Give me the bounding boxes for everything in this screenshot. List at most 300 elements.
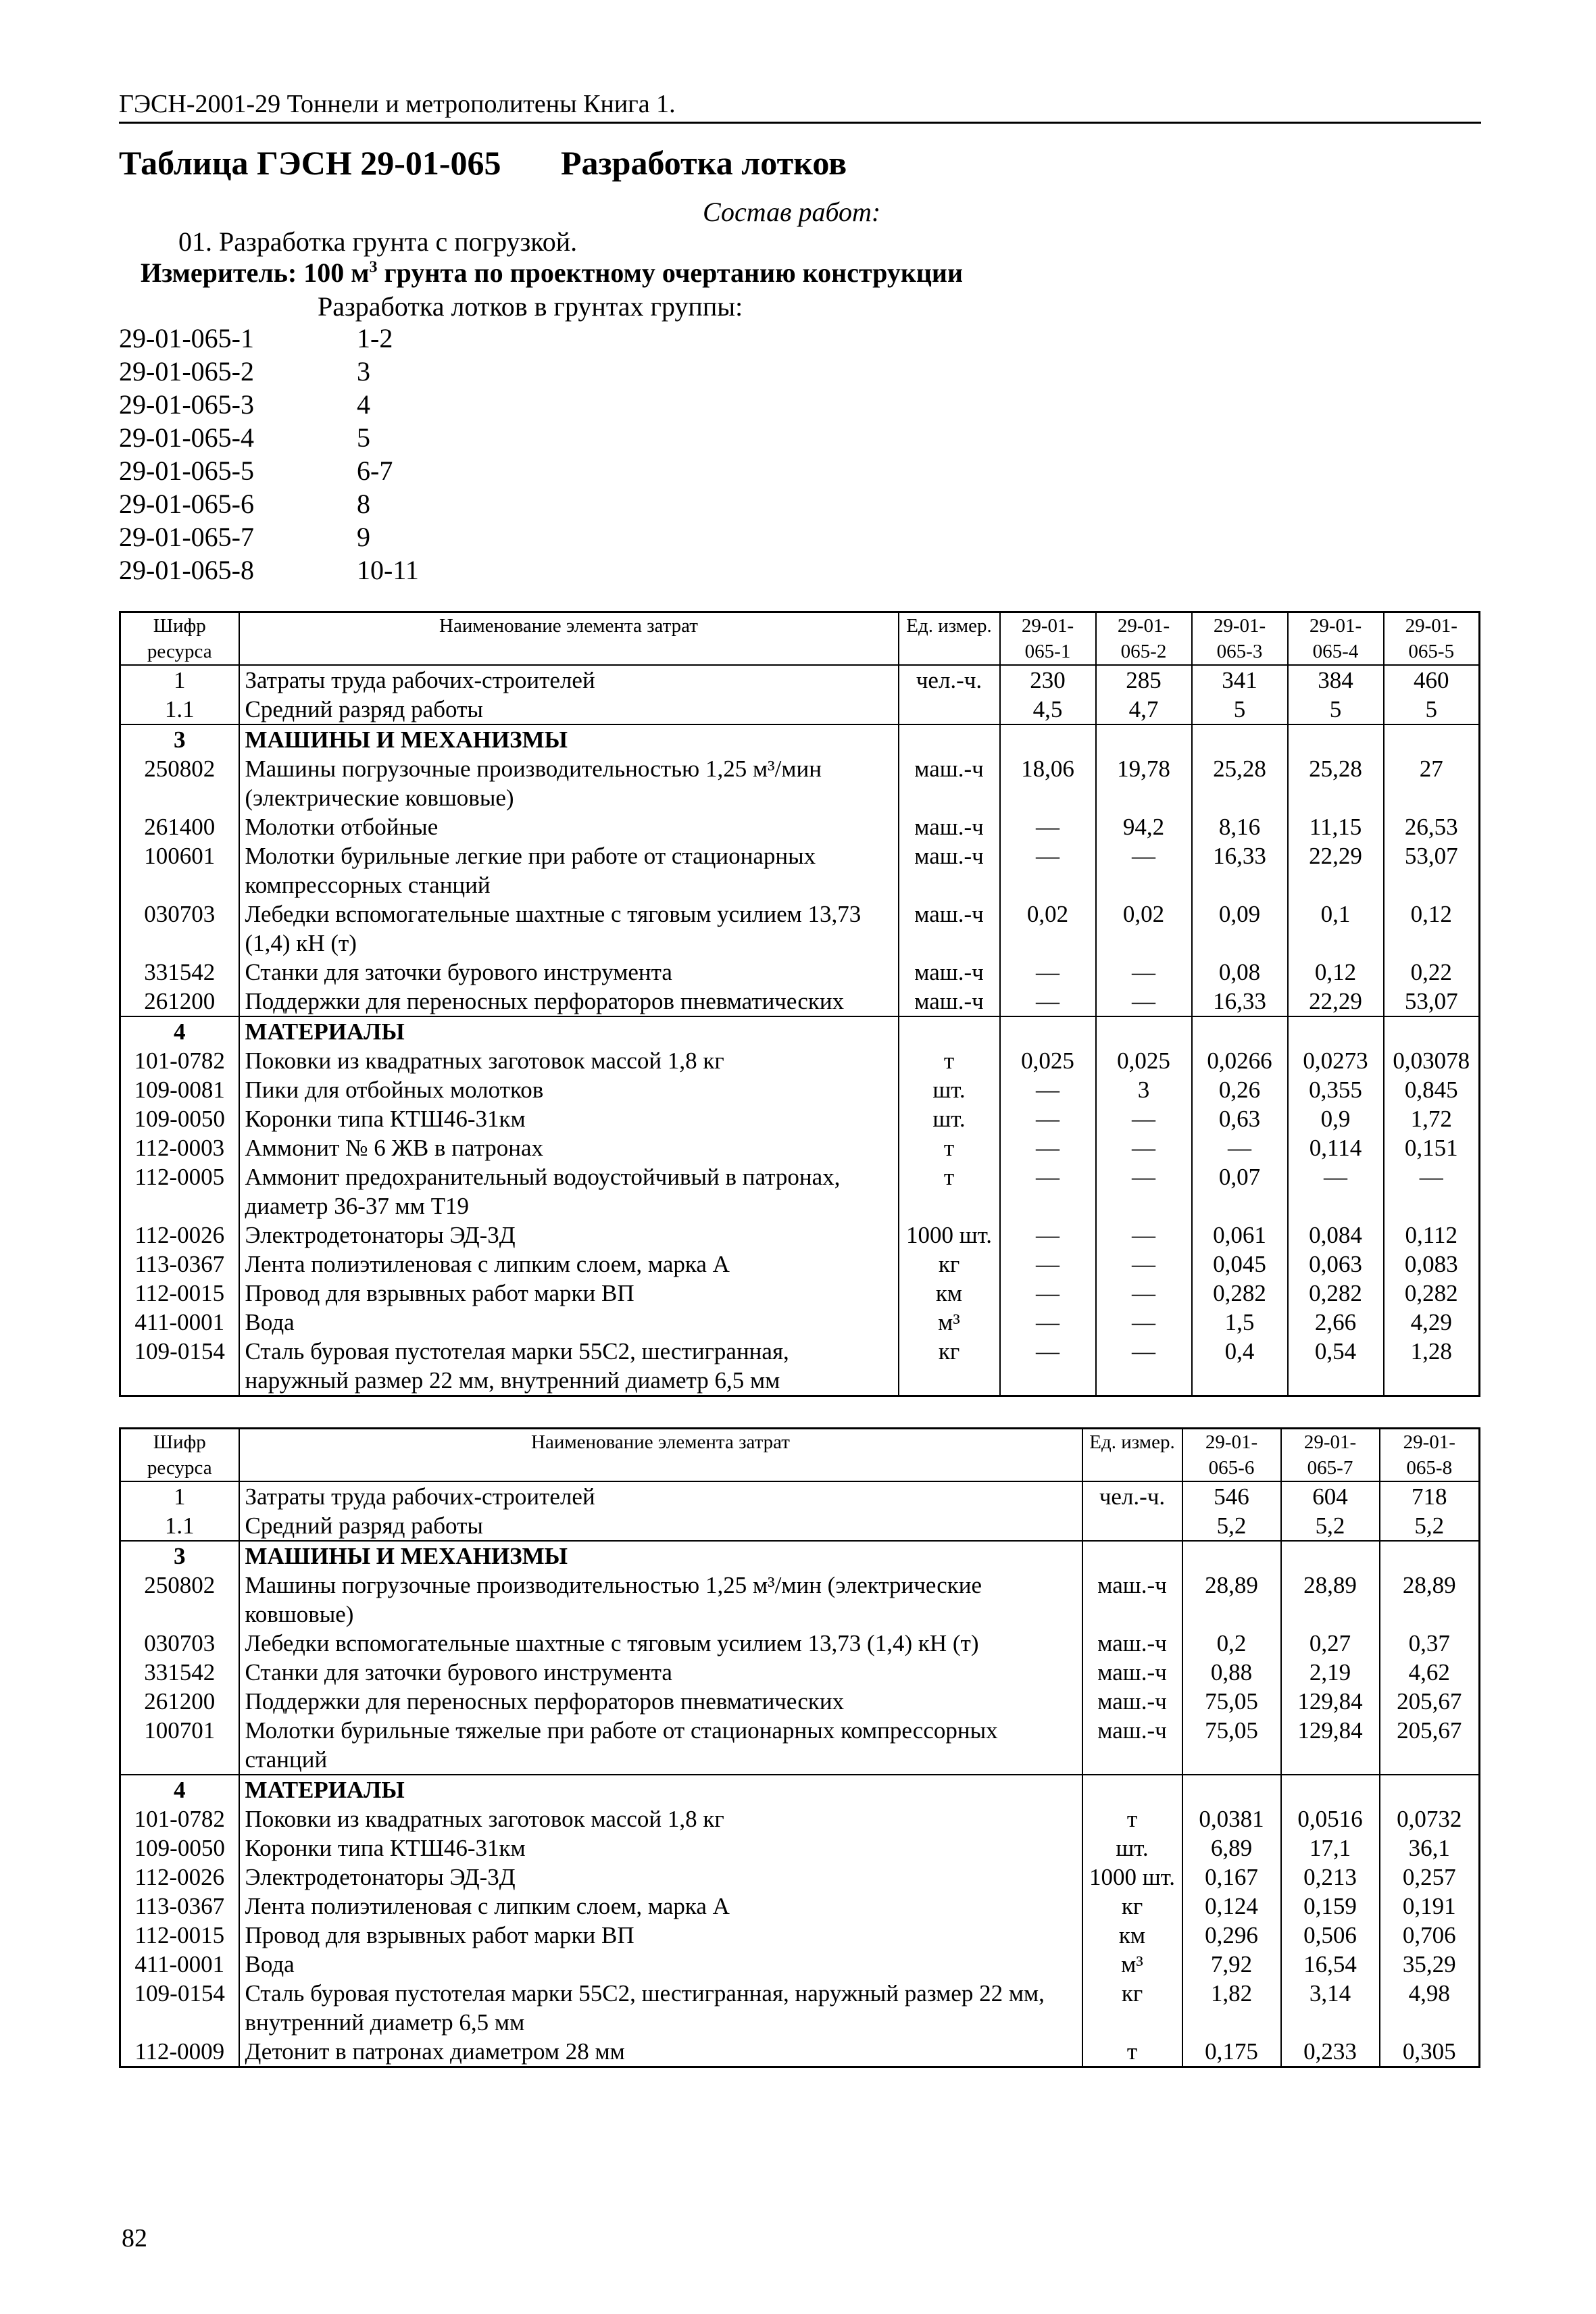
cell-value: — <box>1000 841 1096 900</box>
cell-unit: 1000 шт. <box>1082 1863 1182 1892</box>
table-row <box>120 1950 1480 1979</box>
meter-suffix: грунта по проектному очертанию конструкции <box>377 257 964 288</box>
cell-value: 0,26 <box>1192 1075 1288 1104</box>
cell-value: 0,0516 <box>1281 1804 1380 1833</box>
cell-unit: маш.-ч <box>899 958 1000 987</box>
cell-value <box>1281 1775 1380 1804</box>
cell-unit: т <box>899 1046 1000 1075</box>
header-row <box>120 1429 1480 1482</box>
table-row <box>120 1804 1480 1833</box>
table-row <box>120 1629 1480 1658</box>
cell-unit <box>1082 1775 1182 1804</box>
cell-value: 22,29 <box>1288 841 1384 900</box>
cell-code: 411-0001 <box>120 1950 239 1979</box>
cell-value: — <box>1000 958 1096 987</box>
cell-name: МАШИНЫ И МЕХАНИЗМЫ <box>239 724 899 754</box>
cell-value: — <box>1000 812 1096 841</box>
table-row <box>120 1541 1480 1571</box>
code-row <box>119 322 419 355</box>
cell-unit: маш.-ч <box>1082 1629 1182 1658</box>
cell-value: 16,33 <box>1192 987 1288 1016</box>
cell-unit: маш.-ч <box>1082 1658 1182 1687</box>
cell-code: 109-0081 <box>120 1075 239 1104</box>
cell-value: — <box>1096 1250 1192 1279</box>
cell-name: Поддержки для переносных перфораторов пневматических <box>239 1687 1082 1716</box>
cell-value: 1,82 <box>1182 1979 1281 2037</box>
cell-value: 0,03078 <box>1384 1046 1480 1075</box>
cell-value: 0,0273 <box>1288 1046 1384 1075</box>
cell-name: МАТЕРИАЛЫ <box>239 1775 1082 1804</box>
group: 1-2 <box>357 323 393 353</box>
cell-value: 0,083 <box>1384 1250 1480 1279</box>
column-header: 29-01-065-1 <box>1000 612 1096 666</box>
cell-value: 0,175 <box>1182 2037 1281 2067</box>
cell-value: 0,27 <box>1281 1629 1380 1658</box>
cell-value: 0,167 <box>1182 1863 1281 1892</box>
cell-value: 129,84 <box>1281 1687 1380 1716</box>
cell-value: 2,19 <box>1281 1658 1380 1687</box>
cell-value: 0,025 <box>1096 1046 1192 1075</box>
cell-value: 75,05 <box>1182 1716 1281 1775</box>
cell-value: 0,88 <box>1182 1658 1281 1687</box>
cell-value: — <box>1000 1075 1096 1104</box>
group: 10-11 <box>357 555 419 585</box>
cell-value: 285 <box>1096 665 1192 695</box>
cell-value: 0,09 <box>1192 900 1288 958</box>
table-row <box>120 1511 1480 1541</box>
table-row <box>120 754 1480 812</box>
cell-name: Детонит в патронах диаметром 28 мм <box>239 2037 1082 2067</box>
cell-value: 36,1 <box>1380 1833 1480 1863</box>
cell-value: 0,045 <box>1192 1250 1288 1279</box>
cell-value <box>1384 1016 1480 1046</box>
column-header: 29-01-065-6 <box>1182 1429 1281 1482</box>
codes-list <box>119 322 419 587</box>
cell-name: Затраты труда рабочих-строителей <box>239 1481 1082 1511</box>
cell-unit: т <box>1082 2037 1182 2067</box>
column-header: 29-01-065-3 <box>1192 612 1288 666</box>
cell-value: 0,063 <box>1288 1250 1384 1279</box>
cell-name: Станки для заточки бурового инструмента <box>239 1658 1082 1687</box>
cell-name: Затраты труда рабочих-строителей <box>239 665 899 695</box>
cell-code: 261200 <box>120 1687 239 1716</box>
cell-value <box>1096 724 1192 754</box>
cell-value <box>1182 1775 1281 1804</box>
cell-value: 0,12 <box>1288 958 1384 987</box>
cell-name: Коронки типа КТШ46-31км <box>239 1833 1082 1863</box>
cell-code: 100701 <box>120 1716 239 1775</box>
work-composition-heading: Состав работ: <box>703 197 881 227</box>
cell-unit: км <box>1082 1921 1182 1950</box>
cell-unit: кг <box>899 1250 1000 1279</box>
cell-value: 25,28 <box>1192 754 1288 812</box>
header-rule <box>119 122 1481 124</box>
cell-value: 75,05 <box>1182 1687 1281 1716</box>
code-row <box>119 388 419 421</box>
column-header: 29-01-065-5 <box>1384 612 1480 666</box>
cell-value: 28,89 <box>1281 1571 1380 1629</box>
cell-value: 4,98 <box>1380 1979 1480 2037</box>
cell-name: Электродетонаторы ЭД-3Д <box>239 1863 1082 1892</box>
running-header: ГЭСН-2001-29 Тоннели и метрополитены Книга 1. <box>119 90 676 118</box>
cell-code: 4 <box>120 1775 239 1804</box>
cell-value: 460 <box>1384 665 1480 695</box>
cell-code: 261400 <box>120 812 239 841</box>
cell-value <box>1000 1016 1096 1046</box>
cell-name: Вода <box>239 1950 1082 1979</box>
cell-name: Молотки отбойные <box>239 812 899 841</box>
cell-name: Лебедки вспомогательные шахтные с тяговым усилием 13,73 (1,4) кН (т) <box>239 900 899 958</box>
cell-value: 0,54 <box>1288 1337 1384 1396</box>
meter-sup: 3 <box>369 258 378 276</box>
cell-code: 100601 <box>120 841 239 900</box>
column-header: Шифр ресурса <box>120 612 239 666</box>
cell-value: 1,28 <box>1384 1337 1480 1396</box>
cell-code: 1 <box>120 665 239 695</box>
group: 9 <box>357 522 370 552</box>
table-row <box>120 1221 1480 1250</box>
table-row <box>120 1833 1480 1863</box>
table-row <box>120 2037 1480 2067</box>
cell-value: — <box>1096 958 1192 987</box>
cell-value: 5 <box>1288 695 1384 724</box>
cell-value: — <box>1000 1308 1096 1337</box>
cell-value: 5,2 <box>1281 1511 1380 1541</box>
cell-name: Поддержки для переносных перфораторов пневматических <box>239 987 899 1016</box>
cell-value: 4,62 <box>1380 1658 1480 1687</box>
cell-value: — <box>1096 1308 1192 1337</box>
meter-prefix: Измеритель: 100 м <box>141 257 370 288</box>
cell-code: 1.1 <box>120 695 239 724</box>
cell-value: 5 <box>1192 695 1288 724</box>
cell-name: Провод для взрывных работ марки ВП <box>239 1279 899 1308</box>
page-number: 82 <box>122 2224 147 2253</box>
cell-code: 030703 <box>120 900 239 958</box>
table-row <box>120 1979 1480 2037</box>
cell-unit <box>899 695 1000 724</box>
cell-value: 0,02 <box>1000 900 1096 958</box>
table-row <box>120 1075 1480 1104</box>
cell-value: 0,191 <box>1380 1892 1480 1921</box>
column-header: Ед. измер. <box>1082 1429 1182 1482</box>
cell-name: Средний разряд работы <box>239 1511 1082 1541</box>
cell-code: 1.1 <box>120 1511 239 1541</box>
cell-code: 4 <box>120 1016 239 1046</box>
cell-value: 0,159 <box>1281 1892 1380 1921</box>
cell-code: 112-0009 <box>120 2037 239 2067</box>
cell-value: 28,89 <box>1182 1571 1281 1629</box>
table-row <box>120 1892 1480 1921</box>
cell-value: 0,124 <box>1182 1892 1281 1921</box>
cell-value <box>1281 1541 1380 1571</box>
code: 29-01-065-7 <box>119 522 254 552</box>
cell-value: 0,0732 <box>1380 1804 1480 1833</box>
cell-value: 0,025 <box>1000 1046 1096 1075</box>
group: 8 <box>357 489 370 519</box>
cell-value: 6,89 <box>1182 1833 1281 1863</box>
cell-unit: шт. <box>899 1104 1000 1133</box>
cell-value: 230 <box>1000 665 1096 695</box>
cell-value: 16,33 <box>1192 841 1288 900</box>
cell-code: 112-0003 <box>120 1133 239 1162</box>
cell-value: 27 <box>1384 754 1480 812</box>
cell-name: Средний разряд работы <box>239 695 899 724</box>
cell-name: Лента полиэтиленовая с липким слоем, марка А <box>239 1892 1082 1921</box>
cell-value <box>1096 1016 1192 1046</box>
cell-code: 109-0154 <box>120 1979 239 2037</box>
cell-value: 0,706 <box>1380 1921 1480 1950</box>
cell-value: 718 <box>1380 1481 1480 1511</box>
cell-name: Пики для отбойных молотков <box>239 1075 899 1104</box>
cell-value: 0,22 <box>1384 958 1480 987</box>
cell-unit: т <box>1082 1804 1182 1833</box>
cell-name: Поковки из квадратных заготовок массой 1,8 кг <box>239 1046 899 1075</box>
cell-name: Машины погрузочные производительностью 1,25 м³/мин (электрические ковшовые) <box>239 1571 1082 1629</box>
cell-value <box>1380 1775 1480 1804</box>
group: 3 <box>357 356 370 387</box>
code-row <box>119 520 419 553</box>
cell-unit: шт. <box>899 1075 1000 1104</box>
group: 4 <box>357 389 370 420</box>
cell-unit: км <box>899 1279 1000 1308</box>
cell-value: 1,5 <box>1192 1308 1288 1337</box>
cell-code: 3 <box>120 1541 239 1571</box>
cell-name: Вода <box>239 1308 899 1337</box>
cell-value: — <box>1192 1133 1288 1162</box>
cell-name: Аммонит № 6 ЖВ в патронах <box>239 1133 899 1162</box>
cell-value: 0,305 <box>1380 2037 1480 2067</box>
cell-name: Коронки типа КТШ46-31км <box>239 1104 899 1133</box>
cell-value: — <box>1000 1133 1096 1162</box>
cell-value: 0,084 <box>1288 1221 1384 1250</box>
code: 29-01-065-4 <box>119 422 254 453</box>
cell-value: — <box>1000 1162 1096 1221</box>
code-row <box>119 487 419 520</box>
cell-code: 112-0015 <box>120 1279 239 1308</box>
cell-value: 5 <box>1384 695 1480 724</box>
table-row <box>120 1308 1480 1337</box>
cell-name: Провод для взрывных работ марки ВП <box>239 1921 1082 1950</box>
table-row <box>120 958 1480 987</box>
cell-code: 101-0782 <box>120 1804 239 1833</box>
cell-code: 030703 <box>120 1629 239 1658</box>
column-header: 29-01-065-4 <box>1288 612 1384 666</box>
cell-value: 0,63 <box>1192 1104 1288 1133</box>
cell-value: 0,08 <box>1192 958 1288 987</box>
cell-unit: чел.-ч. <box>1082 1481 1182 1511</box>
cell-value: 0,506 <box>1281 1921 1380 1950</box>
code: 29-01-065-2 <box>119 356 254 387</box>
cell-name: Электродетонаторы ЭД-3Д <box>239 1221 899 1250</box>
cell-unit: м³ <box>899 1308 1000 1337</box>
cell-value: 4,5 <box>1000 695 1096 724</box>
cell-value: 604 <box>1281 1481 1380 1511</box>
cell-code: 411-0001 <box>120 1308 239 1337</box>
cell-unit: т <box>899 1133 1000 1162</box>
code: 29-01-065-5 <box>119 456 254 486</box>
cell-code: 113-0367 <box>120 1250 239 1279</box>
table-row <box>120 1658 1480 1687</box>
cell-value: 0,07 <box>1192 1162 1288 1221</box>
table-row <box>120 1104 1480 1133</box>
cell-unit: маш.-ч <box>899 754 1000 812</box>
resources-table-2 <box>119 1427 1480 2068</box>
column-header: 29-01-065-8 <box>1380 1429 1480 1482</box>
cell-value: 16,54 <box>1281 1950 1380 1979</box>
cell-value: 0,282 <box>1192 1279 1288 1308</box>
cell-value: 0,296 <box>1182 1921 1281 1950</box>
cell-value: — <box>1096 1133 1192 1162</box>
cell-value: — <box>1096 1337 1192 1396</box>
cell-value <box>1192 724 1288 754</box>
cell-value <box>1384 724 1480 754</box>
cell-value: 53,07 <box>1384 987 1480 1016</box>
cell-value: 0,0381 <box>1182 1804 1281 1833</box>
cell-unit: маш.-ч <box>1082 1687 1182 1716</box>
code-row <box>119 421 419 454</box>
cell-unit: т <box>899 1162 1000 1221</box>
resources-table-1 <box>119 611 1480 1397</box>
cell-unit: 1000 шт. <box>899 1221 1000 1250</box>
cell-value: — <box>1096 1221 1192 1250</box>
cell-value <box>1000 724 1096 754</box>
cell-value <box>1182 1541 1281 1571</box>
cell-value: — <box>1096 1162 1192 1221</box>
cell-value: — <box>1096 841 1192 900</box>
table-row <box>120 812 1480 841</box>
cell-value: — <box>1096 1104 1192 1133</box>
cell-value: 0,061 <box>1192 1221 1288 1250</box>
cell-value: 129,84 <box>1281 1716 1380 1775</box>
cell-value <box>1288 724 1384 754</box>
cell-value: 3,14 <box>1281 1979 1380 2037</box>
table-row <box>120 1716 1480 1775</box>
cell-value: — <box>1000 1104 1096 1133</box>
cell-code: 250802 <box>120 1571 239 1629</box>
cell-code: 261200 <box>120 987 239 1016</box>
code-row <box>119 454 419 487</box>
cell-value: — <box>1384 1162 1480 1221</box>
table-title: Разработка лотков <box>561 144 847 182</box>
cell-code: 250802 <box>120 754 239 812</box>
table-row <box>120 1337 1480 1396</box>
table-row <box>120 1279 1480 1308</box>
table-row <box>120 1046 1480 1075</box>
cell-value: 3 <box>1096 1075 1192 1104</box>
cell-value: 26,53 <box>1384 812 1480 841</box>
cell-value: — <box>1000 1337 1096 1396</box>
cell-code: 3 <box>120 724 239 754</box>
cell-value: 28,89 <box>1380 1571 1480 1629</box>
cell-value: 1,72 <box>1384 1104 1480 1133</box>
cell-value: 17,1 <box>1281 1833 1380 1863</box>
table-row <box>120 1775 1480 1804</box>
cell-name: МАТЕРИАЛЫ <box>239 1016 899 1046</box>
table-row <box>120 695 1480 724</box>
cell-value: 7,92 <box>1182 1950 1281 1979</box>
code: 29-01-065-3 <box>119 389 254 420</box>
cell-code: 109-0050 <box>120 1104 239 1133</box>
cell-value: — <box>1000 1250 1096 1279</box>
cell-value: 53,07 <box>1384 841 1480 900</box>
cell-unit: маш.-ч <box>899 841 1000 900</box>
column-header: 29-01-065-2 <box>1096 612 1192 666</box>
cell-value: — <box>1288 1162 1384 1221</box>
table-row <box>120 1016 1480 1046</box>
cell-value: 546 <box>1182 1481 1281 1511</box>
cell-name: Станки для заточки бурового инструмента <box>239 958 899 987</box>
header-row <box>120 612 1480 666</box>
cell-value: 0,233 <box>1281 2037 1380 2067</box>
cell-name: Поковки из квадратных заготовок массой 1,8 кг <box>239 1804 1082 1833</box>
cell-value: 0,213 <box>1281 1863 1380 1892</box>
cell-name: Аммонит предохранительный водоустойчивый в патронах, диаметр 36-37 мм Т19 <box>239 1162 899 1221</box>
cell-name: Машины погрузочные производительностью 1,25 м³/мин (электрические ковшовые) <box>239 754 899 812</box>
table-row <box>120 1863 1480 1892</box>
cell-value: — <box>1000 1221 1096 1250</box>
column-header: 29-01-065-7 <box>1281 1429 1380 1482</box>
cell-value: 0,151 <box>1384 1133 1480 1162</box>
table-row <box>120 1162 1480 1221</box>
cell-unit <box>899 724 1000 754</box>
cell-unit: кг <box>899 1337 1000 1396</box>
table-row <box>120 1921 1480 1950</box>
column-header: Шифр ресурса <box>120 1429 239 1482</box>
cell-value: 19,78 <box>1096 754 1192 812</box>
column-header: Наименование элемента затрат <box>239 1429 1082 1482</box>
code: 29-01-065-1 <box>119 323 254 353</box>
cell-unit: м³ <box>1082 1950 1182 1979</box>
cell-name: Сталь буровая пустотелая марки 55С2, шестигранная, наружный размер 22 мм, внутренний диаметр 6,5 мм <box>239 1979 1082 2037</box>
group: 5 <box>357 422 370 453</box>
cell-code: 109-0154 <box>120 1337 239 1396</box>
cell-code: 112-0026 <box>120 1221 239 1250</box>
cell-unit: кг <box>1082 1892 1182 1921</box>
cell-value: 18,06 <box>1000 754 1096 812</box>
cell-code: 101-0782 <box>120 1046 239 1075</box>
cell-value: 205,67 <box>1380 1687 1480 1716</box>
cell-value: 0,282 <box>1384 1279 1480 1308</box>
cell-value: 0,1 <box>1288 900 1384 958</box>
cell-value: 341 <box>1192 665 1288 695</box>
group-heading: Разработка лотков в грунтах группы: <box>318 291 743 322</box>
cell-code: 109-0050 <box>120 1833 239 1863</box>
cell-code: 113-0367 <box>120 1892 239 1921</box>
cell-code: 331542 <box>120 958 239 987</box>
column-header: Ед. измер. <box>899 612 1000 666</box>
cell-value: 4,7 <box>1096 695 1192 724</box>
cell-value: 0,114 <box>1288 1133 1384 1162</box>
cell-name: МАШИНЫ И МЕХАНИЗМЫ <box>239 1541 1082 1571</box>
table-row <box>120 900 1480 958</box>
table-row <box>120 724 1480 754</box>
cell-unit: маш.-ч <box>1082 1716 1182 1775</box>
cell-value: 0,02 <box>1096 900 1192 958</box>
table-row <box>120 987 1480 1016</box>
cell-value: 35,29 <box>1380 1950 1480 1979</box>
cell-unit: маш.-ч <box>899 812 1000 841</box>
code: 29-01-065-6 <box>119 489 254 519</box>
cell-unit: шт. <box>1082 1833 1182 1863</box>
cell-value: — <box>1096 987 1192 1016</box>
table-row <box>120 1687 1480 1716</box>
cell-value <box>1192 1016 1288 1046</box>
cell-value: 0,4 <box>1192 1337 1288 1396</box>
cell-value: 0,0266 <box>1192 1046 1288 1075</box>
cell-unit: чел.-ч. <box>899 665 1000 695</box>
cell-code: 1 <box>120 1481 239 1511</box>
cell-name: Сталь буровая пустотелая марки 55С2, шестигранная, наружный размер 22 мм, внутренний диаметр 6,5 мм <box>239 1337 899 1396</box>
